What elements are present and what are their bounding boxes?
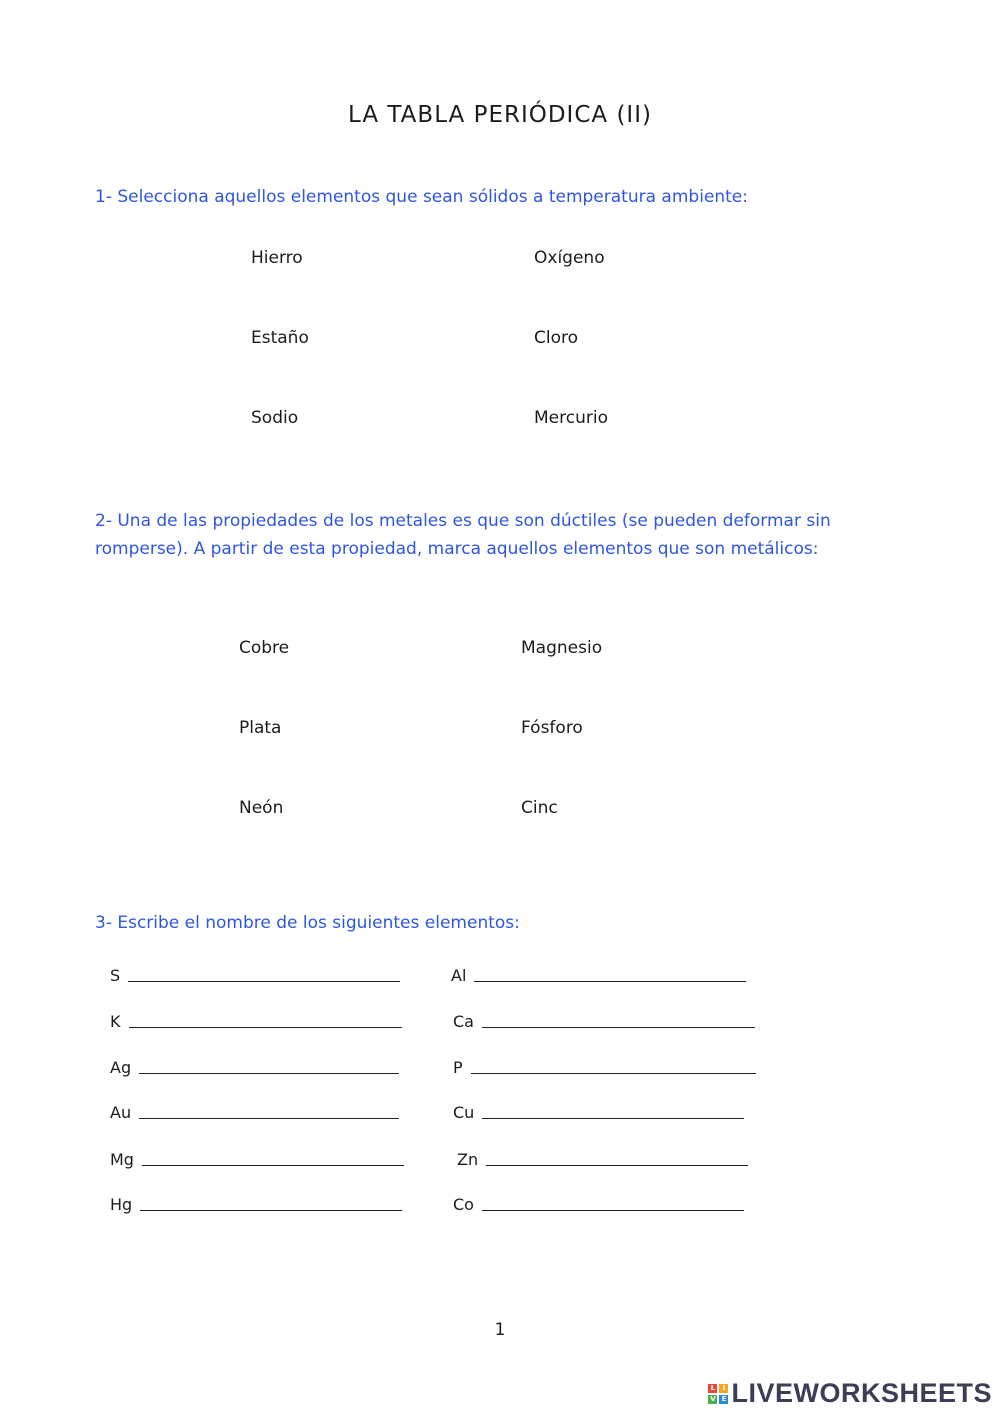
element-symbol: Hg [110, 1195, 133, 1214]
option-cloro[interactable]: Cloro [534, 328, 579, 348]
answer-row-mg [110, 1150, 404, 1169]
answer-row-au [110, 1103, 399, 1122]
answer-row-co [453, 1195, 744, 1214]
page-title: LA TABLA PERIÓDICA (II) [348, 102, 652, 128]
question-3-prompt: 3- Escribe el nombre de los siguientes elementos: [95, 913, 520, 933]
element-symbol: K [110, 1012, 121, 1031]
option-estano[interactable]: Estaño [251, 328, 309, 348]
answer-line[interactable] [139, 1118, 399, 1119]
answer-row-cu [453, 1103, 744, 1122]
logo-text: LIVEWORKSHEETS [731, 1378, 992, 1408]
answer-line[interactable] [482, 1027, 755, 1028]
question-1-prompt: 1- Selecciona aquellos elementos que sean sólidos a temperatura ambiente: [95, 187, 748, 207]
option-cinc[interactable]: Cinc [521, 798, 558, 818]
option-hierro[interactable]: Hierro [251, 248, 303, 268]
answer-row-s [110, 966, 400, 985]
option-fosforo[interactable]: Fósforo [521, 718, 583, 738]
logo-square-v: V [710, 1394, 716, 1403]
element-symbol: Ag [110, 1058, 132, 1077]
answer-line[interactable] [128, 981, 400, 982]
logo-square-l: L [708, 1384, 717, 1393]
logo-square-e: E [719, 1395, 728, 1404]
option-oxigeno[interactable]: Oxígeno [534, 248, 605, 268]
option-magnesio[interactable]: Magnesio [521, 638, 603, 658]
answer-row-ca [453, 1012, 755, 1031]
option-neon[interactable]: Neón [239, 798, 284, 818]
option-sodio[interactable]: Sodio [251, 408, 299, 428]
option-mercurio[interactable]: Mercurio [534, 408, 608, 428]
answer-row-al [451, 966, 746, 985]
logo-mark-icon [708, 1384, 728, 1404]
answer-line[interactable] [142, 1165, 404, 1166]
answer-line[interactable] [486, 1165, 748, 1166]
element-symbol: Cu [453, 1103, 475, 1122]
answer-line[interactable] [140, 1210, 402, 1211]
page-number: 1 [494, 1320, 506, 1340]
answer-line[interactable] [129, 1027, 402, 1028]
answer-row-p [453, 1058, 756, 1077]
answer-line[interactable] [139, 1073, 399, 1074]
element-symbol: Co [453, 1195, 474, 1214]
element-symbol: Zn [457, 1150, 479, 1169]
answer-row-zn [457, 1150, 748, 1169]
element-symbol: Al [451, 966, 467, 985]
element-symbol: Mg [110, 1150, 134, 1169]
logo-square-i: I [719, 1384, 728, 1393]
option-plata[interactable]: Plata [239, 718, 282, 738]
element-symbol: Ca [453, 1012, 474, 1031]
answer-line[interactable] [482, 1210, 744, 1211]
option-cobre[interactable]: Cobre [239, 638, 290, 658]
answer-line[interactable] [471, 1073, 756, 1074]
element-symbol: S [110, 966, 121, 985]
liveworksheets-logo[interactable] [708, 1378, 992, 1409]
answer-line[interactable] [482, 1118, 744, 1119]
element-symbol: Au [110, 1103, 132, 1122]
answer-row-hg [110, 1195, 402, 1214]
question-2-prompt: 2- Una de las propiedades de los metales es que son dúctiles (se pueden deformar sin romperse). A partir de esta propiedad, marca aquellos elementos que son metálicos: [95, 511, 831, 559]
answer-row-ag [110, 1058, 399, 1077]
answer-line[interactable] [474, 981, 746, 982]
answer-row-k [110, 1012, 402, 1031]
element-symbol: P [453, 1058, 463, 1077]
